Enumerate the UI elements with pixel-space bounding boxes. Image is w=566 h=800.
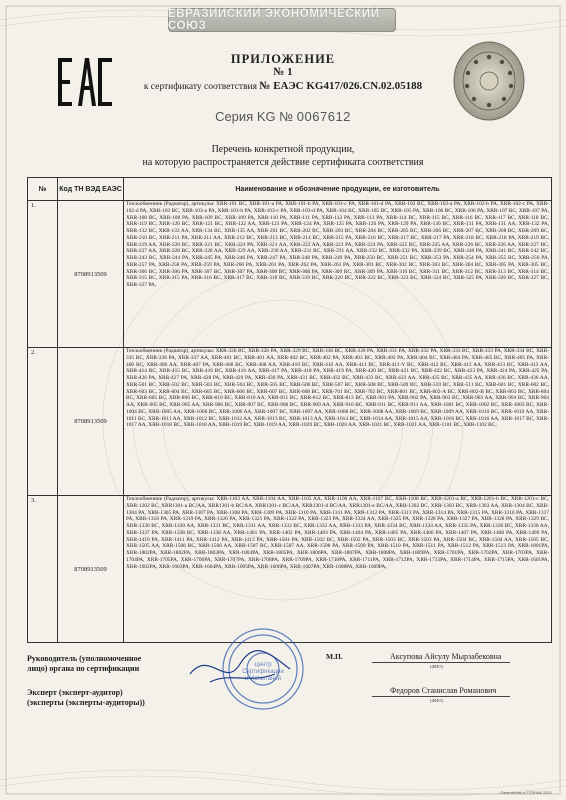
header-code: Код ТН ВЭД ЕАЭС <box>58 178 124 201</box>
subtitle-line-1: Перечень конкретной продукции, <box>211 144 355 155</box>
series-line <box>0 109 566 124</box>
expert-label-line-2: (эксперты (эксперты-аудиторы)) <box>27 698 145 707</box>
expert-label-line-1: Эксперт (эксперт-аудитор) <box>27 688 123 697</box>
appendix-heading: ПРИЛОЖЕНИЕ <box>230 52 336 66</box>
row-desc-cell <box>124 496 552 643</box>
head-fio-caption: (ФИО) <box>430 664 444 669</box>
subtitle-line-2: на которую распространяется действие сертификата соответствия <box>142 157 424 168</box>
row-num: 3. <box>28 496 58 643</box>
expert-fio-caption: (ФИО) <box>430 698 444 703</box>
table-row <box>28 348 552 496</box>
head-signature-label <box>27 654 141 674</box>
row-desc-cell <box>124 348 552 496</box>
head-label-line-1: Руководитель (уполномоченное <box>27 654 142 663</box>
svg-text:Центр: Центр <box>254 662 272 668</box>
appendix-number: № 1 <box>273 66 293 78</box>
series-label: Серия KG № <box>215 109 294 124</box>
expert-name: Федоров Станислав Романович <box>390 686 497 695</box>
header-name: Наименование и обозначение продукции, ее изготовитель <box>124 178 552 201</box>
row-desc: Теплообменник (Радиатор), артикулы: XRR-328 BC, XRR-328 PA, XRR-329 BC, XRR-330 BC, XRR-330 PA, XRR-331 PA, XRR-332 PA, XRR-333 BC, XRR-333 PA, XRR-334 BC, XRR-335 BC, XRR-336 PA, XRR-337 AA, XRR-401 BC, XRR-401 AA, XRR-402 BC, XRR-402 PA, XRR-403 BC, XRR-403 PA, XRR-404 BC, XRR-404 PA, XRR-405 BC, XRR-405 PA, XRR-406 BC, XRR-406 AA, XRR-407 PA, XRR-408 BC, XRR-408 AA, XRR-410 BC, XRR-410 AA, XRR-411 BC, XRR-411-Y BC, XRR-412 BC, XRR-412 AA, XRR-413 BC, XRR-413 AA, XRR-414 BC, XRR-415 BC, XRR-416 BC, XRR-416 AA, XRR-417 PA, XRR-418 PA, XRR-419 PA, XRR-420 BC, XRR-421 BC, XRR-422 BC, XRR-423 PA, XRR-424 PA, XRR-425 PA, XRR-426 PA, XRR-427 PA, XRR-428 PA, XRR-429 PA, XRR-430 PA, XRR-431 BC, XRR-432 BC, XRR-433 BC, XRR-433 AA, XRR-435 BC, XRR-435 AA, XRR-436 BC, XRR-436 AA, XRR-501 BC, XRR-502 BC, XRR-503 BC, XRR-504 BC, XRR-505 BC, XRR-506 BC, XRR-507 BC, XRR-508 BC, XRR-509 BC, XRR-510 BC, XRR-511 BC, XRR-601 BC, XRR-602 BC, XRR-603 BC, XRR-604 BC, XRR-605 BC, XRR-606 BC, XRR-607 BC, XRR-608 BC, XRR-701 BC, XRR-702 BC, XRR-801 BC, XRR-802-A BC, XRR-802-B BC, XRR-803 BC, XRR-804 BC, XRR-805 BC, XRR-806 BC, XRR-810 BC, XRR-810 AA, XRR-811 BC, XRR-812 BC, XRR-813 BC, XRR-901 PA, XRR-902 PA, XRR-903 BC, XRR-903 AA, XRR-904 BC, XRR-904 AA, XRR-905 BC, XRR-905 AA, XRR-906 BC, XRR-907 BC, XRR-908 BC, XRR-909 AA, XRR-910 BC, XRR-911 BC, XRR-911 AA, XRR-1001 BC, XRR-1002 BC, XRR-1003 BC, XRR-1004 BC, XRR-1005 AA, XRR-1006 BC, XRR-1006 AA, XRR-1007 BC, XRR-1007 AA, XRR-1008 BC, XRR-1008 AA, XRR-1009 BC, XRR-1009 AA, XRR-1010 BC, XRR-1010 AA, XRR-1011 BC, XRR-1011 AA, XRR-1012 BC, XRR-1012 AA, XRR-1013 BC, XRR-1013 AA, XRR-1014 BC, XRR-1014 AA, XRR-1015 AA, XRR-1016 BC, XRR-1016 AA, XRR-1017 BC, XRR-1017 AA, XRR-1018 BC, XRR-1018 AA, XRR-1019 BC, XRR-1019 AA, XRR-1020 BC, XRR-1020 AA, XRR-1021 BC, XRR-1021 AA, XRR-1101 BC, XRR-1102 BC, <box>126 348 549 429</box>
svg-text:и Испытаний: и Испытаний <box>245 676 281 682</box>
certificate-prefix: к сертификату соответствия <box>143 82 258 92</box>
row-num: 1. <box>28 201 58 348</box>
banner-text: ЕВРАЗИЙСКИЙ ЭКОНОМИЧЕСКИЙ СОЮЗ <box>168 8 380 32</box>
row-num: 2. <box>28 348 58 496</box>
table-row <box>28 201 552 348</box>
row-code: 8708913509 <box>58 201 124 348</box>
expert-signature-label <box>27 688 145 708</box>
expert-name-underline <box>372 696 510 697</box>
series-number: 0067612 <box>296 109 351 124</box>
row-code: 8708913509 <box>58 496 124 643</box>
row-code: 8708913509 <box>58 348 124 496</box>
head-label-line-2: лицо) органа по сертификации <box>27 664 140 673</box>
head-name-underline <box>372 662 510 663</box>
certificate-line <box>0 80 566 92</box>
header-num: № <box>28 178 58 201</box>
print-footer: Отпечатано в ГОЗНАК 2021 <box>500 790 552 795</box>
row-desc: Теплообменник (Радиатор), артикулы: XRR-101 BC, XRR-101-a PA, XRR-101-b PA, XRR-101-c PA, XRR-101-d PA, XRR-102 BC, XRR-102-a PA, XRR-102-b PA, XRR-102-c PA, XRR-102-d PA, XRR-103 BC, XRR-103-a PA, XRR-103-b PA, XRR-103-c PA, XRR-103-d PA, XRR-104 BC, XRR-105 BC, XRR-105 PA, XRR-106 BC, XRR-106 PA, XRR-107 BC, XRR-107 PA, XRR-108 BC, XRR-108 PA, XRR-109 BC, XRR-109 PA, XRR-110 PA, XRR-111 PA, XRR-112 PA, XRR-113 PA, XRR-114 BC, XRR-115 BC, XRR-116 BC, XRR-117 BC, XRR-118 BC, XRR-119 BC, XRR-120 BC, XRR-121 BC, XRR-122 AA, XRR-123 PA, XRR-124 PA, XRR-125 PA, XRR-126 PA, XRR-129 PA, XRR-130 BC, XRR-131 PA, XRR-131 AA, XRR-132 PA, XRR-132 BC, XRR-133 AA, XRR-134 BC, XRR-135 AA, XRR-201 BC, XRR-202 BC, XRR-203 BC, XRR-204 BC, XRR-205 BC, XRR-206 BC, XRR-207 BC, XRR-208 BC, XRR-209 BC, XRR-210 BC, XRR-211 PA, XRR-211 AA, XRR-212 BC, XRR-213 BC, XRR-214 BC, XRR-215 PA, XRR-216 BC, XRR-217 BC, XRR-217 PA, XRR-218 BC, XRR-218 PA, XRR-219 BC, XRR-219 AA, XRR-220 BC, XRR-221 BC, XRR-221 PA, XRR-221 AA, XRR-222 AA, XRR-223 PA, XRR-224 PA, XRR-225 BC, XRR-225 AA, XRR-226 BC, XRR-226 AA, XRR-227 BC, XRR-227 AA, XRR-228 BC, XRR-228 AA, XRR-229 AA, XRR-230 AA, XRR-231 BC, XRR-231 AA, XRR-232 BC, XRR-232 PA, XRR-239 BC, XRR-240 PA, XRR-241 BC, XRR-242 BC, XRR-243 BC, XRR-244 PA, XRR-245 PA, XRR-246 PA, XRR-247 PA, XRR-248 PA, XRR-249 PA, XRR-250 BC, XRR-251 BC, XRR-253 PA, XRR-254 PA, XRR-255 BC, XRR-256 PA, XRR-257 PA, XRR-258 PA, XRR-259 PA, XRR-260 PA, XRR-261 PA, XRR-262 PA, XRR-263 PA, XRR-301 BC, XRR-302 BC, XRR-303 BC, XRR-304 BC, XRR-305 PA, XRR-305 BC, XRR-306 BC, XRR-306 PA, XRR-307 BC, XRR-307 PA, XRR-308 BC, XRR-308 PA, XRR-309 BC, XRR-309 PA, XRR-310 BC, XRR-311 BC, XRR-312 BC, XRR-313 BC, XRR-314 BC, XRR-315 BC, XRR-315 PA, XRR-316 BC, XRR-317 BC, XRR-318 BC, XRR-319 BC, XRR-320 BC, XRR-322 BC, XRR-323 BC, XRR-324 BC, XRR-325 PA, XRR-326 BC, XRR-327 BC, XRR-327 PA, <box>126 201 549 288</box>
row-desc-cell <box>124 201 552 348</box>
handwritten-signature <box>180 644 300 694</box>
row-desc: Теплообменник (Радиатор), артикулы: XRR-1103 AA, XRR-1104 AA, XRR-1105 AA, XRR-1106 AA, XRR-1107 BC, XRR-1108 BC, XRR-1201-a BC, XRR-1201-b BC, XRR-1201-c BC, XRR-1202 BC, XRR1301-a BC/AA, XRR1301-b BC/AA, XRR1301-c BC/AA, XRR1301-d BC/AA, XRR1301-e BC/AA, XRR-1302 BC, XRR-1303 BC, XRR-1303 AA, XRR-1304 BC, XRR-1304 PA, XRR-1305 PA, XRR-1307 PA, XRR-1308 PA, XRR-1309 PA, XRR-1310 PA, XRR-1311 PA, XRR-1312 PA, XRR-1313 PA, XRR-1314 PA, XRR-1315 PA, XRR-1316 PA, XRR-1317 PA, XRR-1318 PA, XRR-1319 PA, XRR-1320 PA, XRR-1321 PA, XRR-1322 PA, XRR-1323 PA, XRR-1324 AA, XRR-1325 PA, XRR-1326 PA, XRR-1327 PA, XRR-1328 PA, XRR-1329 BC, XRR-1330 BC, XRR-1330 AA, XRR-1331 BC, XRR-1331 AA, XRR-1332 BC, XRR-1332 AA, XRR-1333 PA, XRR-1334 BC, XRR-1334 AA, XRR-1335 PA, XRR-1336 BC, XRR-1336 AA, XRR-1337 PA, XRR-1338 BC, XRR-1338 AA, XRR-1401 PA, XRR-1402 PA, XRR-1403 PA, XRR-1404 PA, XRR-1405 PA, XRR-1406 PA, XRR-1407 PA, XRR-1408 PA, XRR-1409 PA, XRR-1410 PA, XRR-1411 PA, XRR-1412 PA, XRR-1413 PA, XRR-1501 PA, XRR-1502 BC, XRR-1502 PA, XRR-1503 BC, XRR-1503 PA, XRR-1504 BC, XRR-1504 AA, XRR-1505 BC, XRR-1505 AA, XRR-1506 BC, XRR-1506 AA, XRR-1507 BC, XRR-1507 AA, XRR-1508 PA, XRR-1509 PA, XRR-1510 PA, XRR-1511 PA, XRR-1512 PA, XRR-1513 PA, XRR-1801PA, XRR-1802PA, XRR-1802PA, XRR-1803PA, XRR-1804PA, XRR-1805PA, XRR-1806PA, XRR-1807PA, XRR-1808PA, XRR-1809PA, XRR-1701PA, XRR-1702PA, XRR-1703PA, XRR-1704PA, XRR-1705PA, XRR-1706PA, XRR-1707PA, XRR-1708PA, XRR-1709PA, XRR-1710PA, XRR-1711PA, XRR-1712PA, XRR-1713PA, XRR-1714PA, XRR-1715PA, XRR-1601PA, XRR-1602PA, XRR-1603PA, XRR-1604PA, XRR-1605PA, XRR-1606PA, XRR-1607PA, XRR-1608PA, XRR-1609PA, <box>126 496 549 570</box>
head-name: Аксупова Айсулу Мырзабековна <box>390 652 502 661</box>
certificate-number: № ЕАЭС KG417/026.CN.02.05188 <box>259 80 423 92</box>
union-banner <box>168 8 396 32</box>
svg-text:Сертификации: Сертификации <box>242 669 284 675</box>
product-table <box>27 177 552 643</box>
table-row <box>28 496 552 643</box>
stamp-place-label: М.П. <box>326 652 343 661</box>
table-header-row <box>28 178 552 201</box>
